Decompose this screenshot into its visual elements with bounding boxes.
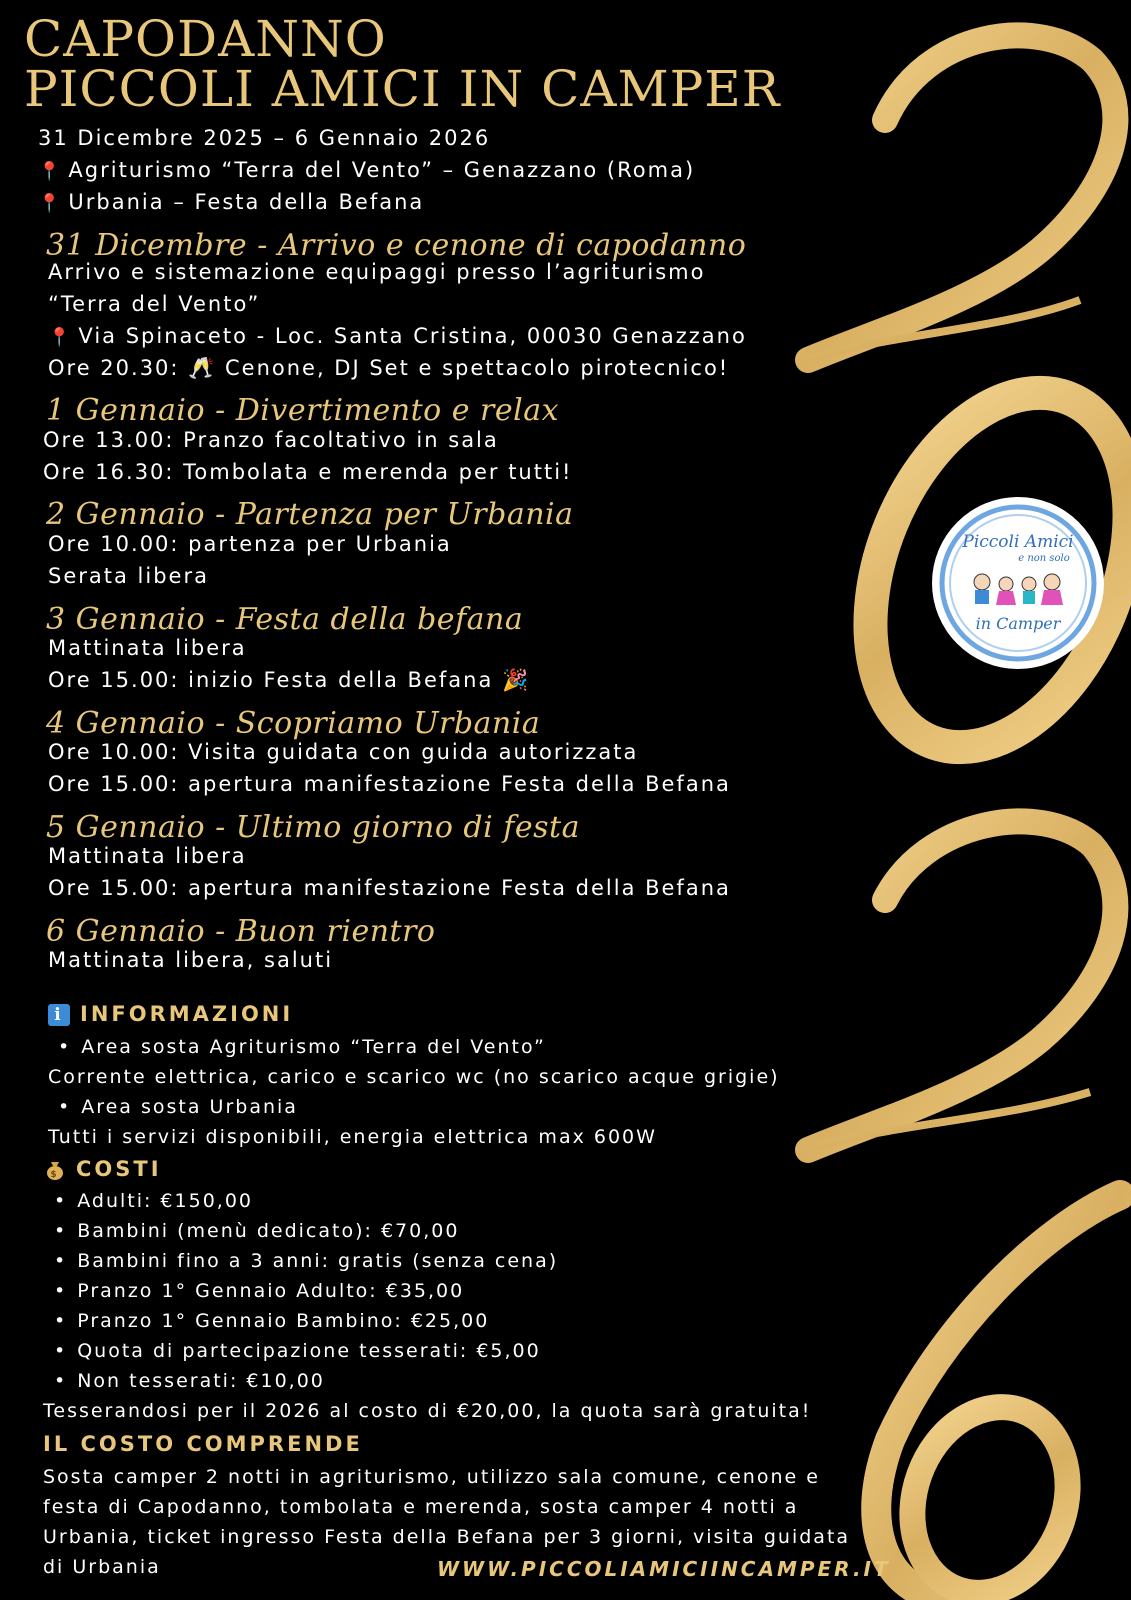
cost-item: • Pranzo 1° Gennaio Bambino: €25,00 (54, 1310, 489, 1332)
day-heading-31-dicembre: 31 Dicembre - Arrivo e cenone di capodanno (46, 228, 747, 263)
info-heading-text: INFORMAZIONI (80, 1002, 294, 1026)
children-icon (974, 574, 1063, 605)
pin-icon: 📍 (38, 193, 63, 214)
page-title (24, 10, 781, 118)
club-logo (932, 497, 1104, 669)
costs-heading-text: COSTI (76, 1157, 162, 1181)
logo-text-3: in Camper (975, 614, 1061, 633)
day-line: Serata libera (48, 564, 209, 588)
cost-item: • Non tesserati: €10,00 (54, 1370, 325, 1392)
day-line-address (48, 324, 747, 348)
pin-icon: 📍 (48, 327, 73, 348)
logo-text-1: Piccoli Amici (962, 532, 1074, 552)
digit-2-bottom (808, 821, 1115, 1150)
information-icon: i (48, 1004, 70, 1026)
day-line: Ore 10.00: partenza per Urbania (48, 532, 452, 556)
cost-item: • Quota di partecipazione tesserati: €5,00 (54, 1340, 541, 1362)
includes-heading: IL COSTO COMPRENDE (43, 1432, 363, 1456)
cost-item: • Pranzo 1° Gennaio Adulto: €35,00 (54, 1280, 464, 1302)
day-heading-2-gennaio: 2 Gennaio - Partenza per Urbania (46, 497, 574, 532)
event-dates: 31 Dicembre 2025 – 6 Gennaio 2026 (38, 126, 491, 150)
day-line: Ore 15.00: apertura manifestazione Festa della Befana (48, 876, 731, 900)
day-line: Mattinata libera (48, 844, 247, 868)
logo-text-2: e non solo (1018, 553, 1070, 564)
location-text-2: Urbania – Festa della Befana (68, 190, 425, 214)
day-heading-3-gennaio: 3 Gennaio - Festa della befana (46, 602, 524, 637)
location-line-2 (38, 190, 424, 214)
location-line-1 (38, 158, 695, 182)
digit-2-top (808, 35, 1115, 360)
day-line: Ore 15.00: inizio Festa della Befana 🎉 (48, 668, 531, 692)
location-text-1: Agriturismo “Terra del Vento” – Genazzano (Roma) (68, 158, 696, 182)
info-bullet: • Area sosta Urbania (58, 1096, 298, 1118)
cost-item: • Bambini (menù dedicato): €70,00 (54, 1220, 459, 1242)
logo-graphic (932, 497, 1104, 669)
cost-item: • Adulti: €150,00 (54, 1190, 253, 1212)
day-line: Ore 20.30: 🥂 Cenone, DJ Set e spettacolo pirotecnico! (48, 356, 730, 380)
day-line: Ore 15.00: apertura manifestazione Festa della Befana (48, 772, 731, 796)
title-line-2: PICCOLI AMICI IN CAMPER (24, 60, 781, 118)
info-heading (48, 1002, 293, 1026)
info-detail: Tutti i servizi disponibili, energia elettrica max 600W (48, 1126, 657, 1148)
website-link[interactable]: WWW.PICCOLIAMICIINCAMPER.IT (437, 1557, 891, 1581)
info-bullet: • Area sosta Agriturismo “Terra del Vento” (58, 1036, 546, 1058)
day-heading-6-gennaio: 6 Gennaio - Buon rientro (46, 914, 436, 949)
day-heading-1-gennaio: 1 Gennaio - Divertimento e relax (46, 393, 560, 428)
day-line: Mattinata libera (48, 636, 247, 660)
money-bag-icon (44, 1159, 66, 1181)
day-line: Ore 13.00: Pranzo facoltativo in sala (43, 428, 499, 452)
day-line: Mattinata libera, saluti (48, 948, 334, 972)
membership-note: Tesserandosi per il 2026 al costo di €20,00, la quota sarà gratuita! (43, 1400, 812, 1422)
address-text: Via Spinaceto - Loc. Santa Cristina, 00030 Genazzano (78, 324, 747, 348)
day-line: “Terra del Vento” (48, 292, 261, 316)
day-line: Ore 16.30: Tombolata e merenda per tutti! (43, 460, 573, 484)
day-heading-5-gennaio: 5 Gennaio - Ultimo giorno di festa (46, 810, 580, 845)
info-detail: Corrente elettrica, carico e scarico wc (no scarico acque grigie) (48, 1066, 780, 1088)
svg-text:$: $ (50, 1170, 60, 1180)
costs-heading (44, 1157, 162, 1181)
includes-text: Sosta camper 2 notti in agriturismo, utilizzo sala comune, cenone e festa di Capodanno, tombolata e merenda, sosta camper 4 notti a Urbania, ticket ingresso Festa della Befana per 3 giorni, visita guidata di Urbania (43, 1466, 851, 1578)
day-line: Arrivo e sistemazione equipaggi presso l’agriturismo (48, 260, 706, 284)
day-line: Ore 10.00: Visita guidata con guida autorizzata (48, 740, 639, 764)
title-line-1: CAPODANNO (24, 10, 387, 68)
cost-item: • Bambini fino a 3 anni: gratis (senza cena) (54, 1250, 558, 1272)
digit-6 (876, 1195, 1120, 1600)
day-heading-4-gennaio: 4 Gennaio - Scopriamo Urbania (46, 706, 541, 741)
pin-icon: 📍 (38, 161, 63, 182)
